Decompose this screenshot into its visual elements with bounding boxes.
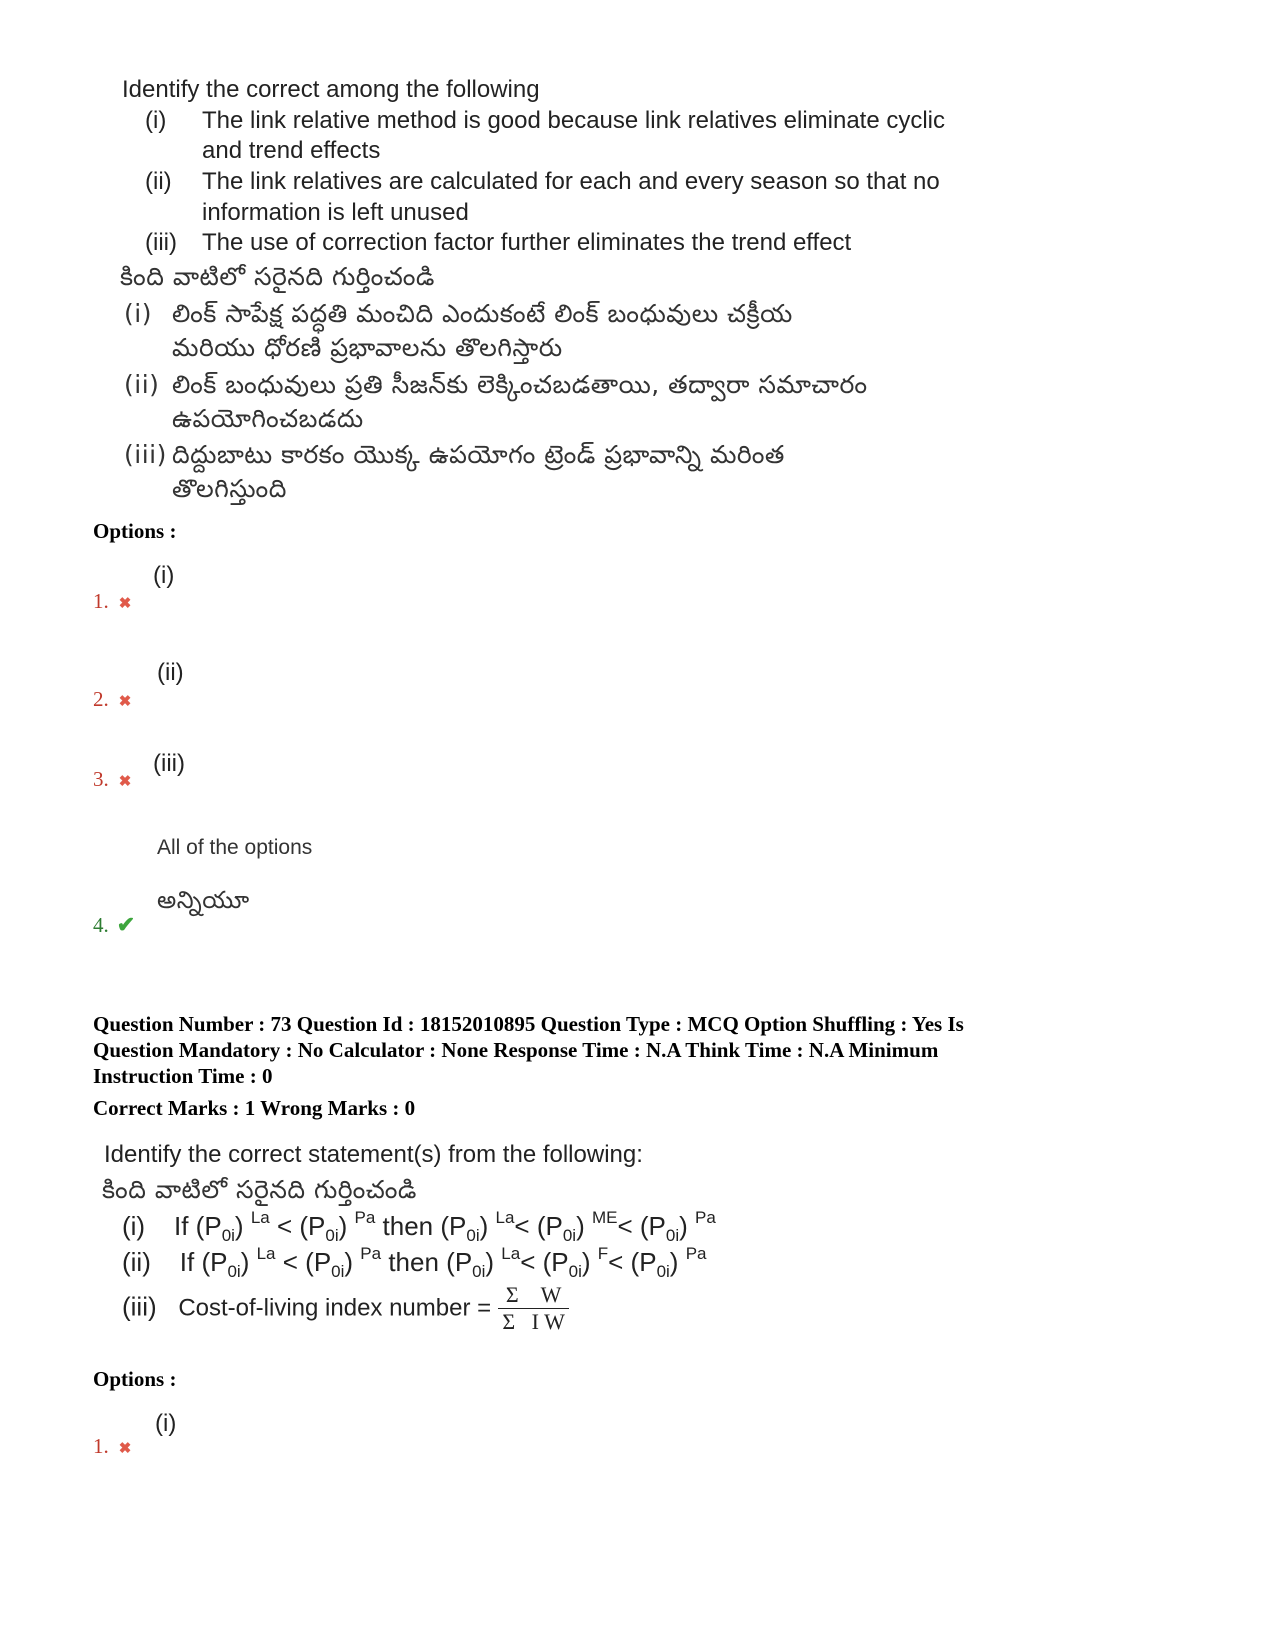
q72-options-label: Options : [93, 519, 177, 543]
wrong-icon: ✖ [118, 1441, 132, 1457]
paasche-sup: Pa [354, 1208, 376, 1227]
price-subscript: 0i [568, 1262, 582, 1281]
q72-intro: Identify the correct among the following [122, 76, 540, 103]
q73-stmt-3 [122, 1282, 569, 1335]
q73-options-label: Options : [93, 1367, 177, 1391]
q73-intro: Identify the correct statement(s) from the following: [104, 1141, 643, 1168]
q72-te-stmt-3-num: (iii) [124, 440, 167, 469]
paasche-sup: Pa [685, 1244, 707, 1263]
q72-stmt-3-line1: The use of correction factor further eliminates the trend effect [202, 229, 852, 256]
q72-stmt-1-line2: and trend effects [202, 137, 381, 164]
check-icon: ✔ [116, 912, 136, 937]
q72-option-3-label [93, 767, 131, 792]
laspeyres-sup: La [495, 1208, 515, 1227]
price-symbol: P [210, 1247, 228, 1277]
q72-option-2-label [93, 687, 131, 712]
price-symbol: P [449, 1211, 467, 1241]
q73-meta-line-3: Instruction Time : 0 [93, 1064, 273, 1088]
wrong-icon: ✖ [118, 774, 132, 790]
q72-te-stmt-1-line1: లింక్ సాపేక్ష పద్ధతి మంచిది ఎందుకంటే లింక్ బంధువులు చక్రీయ [172, 299, 793, 328]
price-subscript: 0i [656, 1262, 670, 1281]
q72-option-3-text: (iii) [153, 750, 185, 777]
price-symbol: P [204, 1211, 222, 1241]
fraction-denominator: Σ I W [498, 1308, 569, 1335]
laspeyres-sup: La [501, 1244, 521, 1263]
q72-option-4-text: All of the options [157, 836, 313, 859]
price-symbol: P [648, 1211, 666, 1241]
laspeyres-sup: La [256, 1244, 276, 1263]
q72-option-4-label [93, 912, 135, 938]
price-subscript: 0i [665, 1226, 680, 1245]
fraction-numerator: Σ W [505, 1282, 562, 1307]
q72-te-stmt-3-line2: తొలగిస్తుంది [172, 474, 287, 503]
q73-stmt-1-if: If [174, 1211, 189, 1241]
q72-stmt-2-num: (ii) [145, 168, 172, 195]
wrong-icon: ✖ [118, 694, 132, 710]
q72-te-stmt-1-num: (i) [124, 299, 152, 328]
price-subscript: 0i [472, 1262, 486, 1281]
price-symbol: P [308, 1211, 326, 1241]
q73-stmt-1-then: then [382, 1211, 434, 1241]
price-symbol: P [639, 1247, 657, 1277]
q72-telugu-intro: కింది వాటిలో సరైనది గుర్తించండి [120, 262, 435, 291]
q72-te-stmt-2-num: (ii) [124, 370, 160, 399]
q72-te-stmt-2-line1: లింక్ బంధువులు ప్రతి సీజన్‌కు లెక్కించబడతాయి, తద్వారా సమాచారం [172, 370, 868, 399]
cost-of-living-fraction [498, 1282, 569, 1335]
q73-stmt-2-num: (ii) [122, 1247, 151, 1277]
wrong-icon: ✖ [118, 596, 132, 612]
price-symbol: P [313, 1247, 332, 1277]
q72-stmt-1-num: (i) [145, 107, 167, 134]
q72-te-stmt-2-line2: ఉపయోగించబడదు [172, 404, 364, 433]
q72-option-2-text: (ii) [157, 659, 184, 686]
q73-option-1-label [93, 1434, 131, 1459]
q73-telugu-intro: కింది వాటిలో సరైనది గుర్తించండి [102, 1175, 417, 1204]
price-subscript: 0i [227, 1262, 241, 1281]
q72-stmt-2-line1: The link relatives are calculated for each and every season so that no [202, 168, 940, 195]
price-subscript: 0i [466, 1226, 480, 1245]
q72-option-4-text-te: అన్నియూ [157, 886, 250, 914]
price-subscript: 0i [221, 1226, 235, 1245]
q73-option-1-num: 1. [93, 1434, 109, 1458]
q73-stmt-2-if: If [179, 1247, 195, 1277]
q72-option-3-num: 3. [93, 767, 109, 791]
q72-stmt-1-line1: The link relative method is good because link relatives eliminate cyclic [202, 107, 946, 134]
fisher-sup: F [597, 1244, 609, 1263]
q72-te-stmt-1-line2: మరియు ధోరణి ప్రభావాలను తొలగిస్తారు [172, 333, 563, 362]
q72-option-2-num: 2. [93, 687, 109, 711]
q72-option-1-text: (i) [153, 562, 175, 589]
q72-option-1-num: 1. [93, 589, 109, 613]
q73-marks: Correct Marks : 1 Wrong Marks : 0 [93, 1096, 416, 1120]
q72-te-stmt-3-line1: దిద్దుబాటు కారకం యొక్క ఉపయోగం ట్రెండ్ ప్రభావాన్ని మరింత [172, 440, 785, 469]
q73-stmt-1: (i) If $(P_{0i}) ^{La} < (P_{0i})$ $^{Pa}$ then $(P_{0i})$ $^{La}< (P_{0i})$ $^{ME}< (P_{0i})$ $^{Pa}$ [122, 1208, 716, 1245]
price-symbol: P [545, 1211, 563, 1241]
price-symbol: P [551, 1247, 569, 1277]
q73-option-1-text: (i) [155, 1410, 177, 1437]
paasche-sup: Pa [360, 1244, 382, 1263]
price-subscript: 0i [325, 1226, 339, 1245]
paasche-sup: Pa [695, 1208, 716, 1227]
q73-stmt-2-then: then [388, 1247, 439, 1277]
q73-stmt-3-num: (iii) [122, 1291, 157, 1322]
price-subscript: 0i [562, 1226, 577, 1245]
q72-stmt-3-num: (iii) [145, 229, 177, 256]
q73-meta-line-2: Question Mandatory : No Calculator : None Response Time : N.A Think Time : N.A Minimum [93, 1038, 939, 1062]
q72-option-4-num: 4. [93, 913, 109, 937]
q73-stmt-2: (ii) If $(P_{0i}) ^{La} < (P_{0i})$ $^{Pa}$ then $(P_{0i})$ $^{La}< (P_{0i})$ $^F< (P_{0i})$ $^{Pa}$ [122, 1244, 707, 1281]
q73-stmt-1-num: (i) [122, 1211, 146, 1241]
q73-stmt-3-text: Cost-of-living index number = [178, 1294, 492, 1322]
q72-option-1-label [93, 589, 131, 614]
marshall-edgeworth-sup: ME [591, 1208, 618, 1227]
q72-stmt-2-line2: information is left unused [202, 199, 469, 226]
laspeyres-sup: La [250, 1208, 270, 1227]
price-symbol: P [454, 1247, 473, 1277]
price-subscript: 0i [331, 1262, 345, 1281]
q73-meta-line-1: Question Number : 73 Question Id : 18152010895 Question Type : MCQ Option Shuffling : Yes Is [93, 1012, 964, 1036]
